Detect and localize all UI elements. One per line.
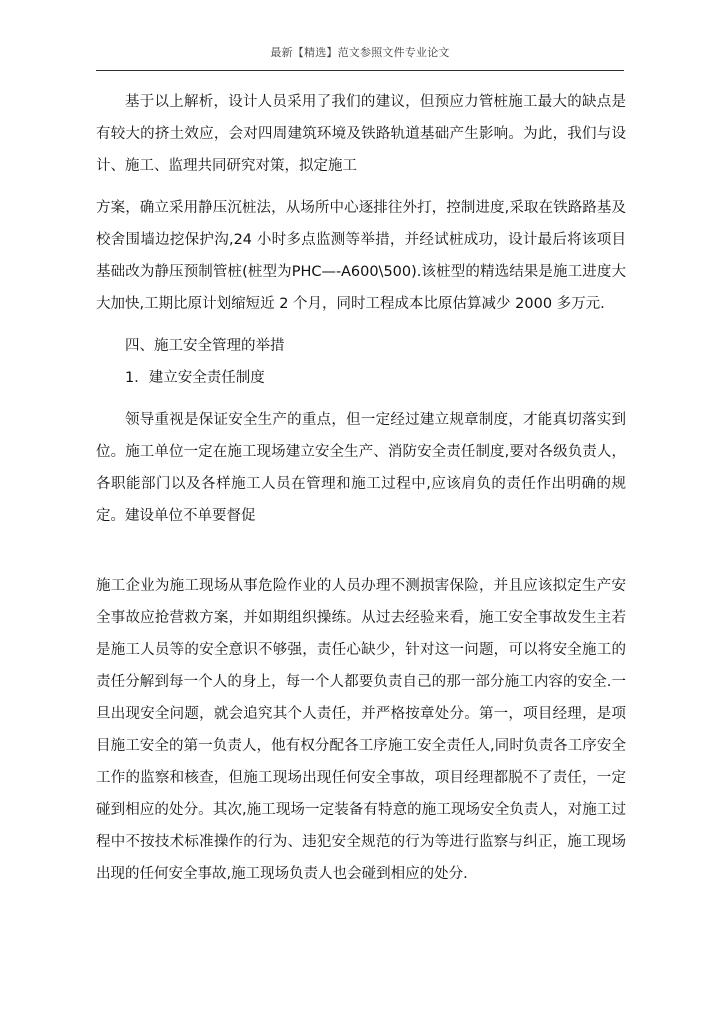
paragraph-spacer xyxy=(96,394,626,404)
document-body xyxy=(96,86,626,890)
section-heading-4: 四、施工安全管理的举措 xyxy=(125,338,285,354)
paragraph-spacer xyxy=(96,182,626,192)
paragraph-6: 施工企业为施工现场从事危险作业的人员办理不测损害保险，并且应该拟定生产安全事故应抢营救方案，并如期组织操练。从过去经验来看，施工安全事故发生主若是施工人员等的安全意识不够强，责任心缺少，针对这一问题，可以将安全施工的责任分解到每一个人的身上，每一个人都要负责自己的那一部分施工内容的安全.一旦出现安全问题，就会追究其个人责任，并严格按章处分。第一，项目经理，是项目施工安全的第一负责人，他有权分配各工序施工安全责任人,同时负责各工序安全工作的监察和核查，但施工现场出现任何安全事故，项目经理都脱不了责任，一定碰到相应的处分。其次,施工现场一定装备有特意的施工现场安全负责人，对施工过程中不按技术标准操作的行为、违犯安全规范的行为等进行监察与纠正，施工现场出现的任何安全事故,施工现场负责人也会碰到相应的处分. xyxy=(96,578,626,882)
header-divider xyxy=(96,70,624,71)
paragraph-spacer-large xyxy=(96,532,626,570)
paragraph-1: 基于以上解析，设计人员采用了我们的建议，但预应力管桩施工最大的缺点是有较大的挤土效应，会对四周建筑环境及铁路轨道基础产生影响。为此，我们与设计、施工、监理共同研究对策，拟定施工 xyxy=(96,94,626,174)
subsection-heading-1: 1．建立安全责任制度 xyxy=(125,370,265,386)
paragraph-spacer xyxy=(96,320,626,330)
paragraph-2: 方案，确立采用静压沉桩法，从场所中心逐排往外打，控制进度,采取在铁路路基及校舍围墙边挖保护沟,24 小时多点监测等举措，并经试桩成功，设计最后将该项目基础改为静压预制管桩(桩型为PHC—-A600\500).该桩型的精选结果是施工进度大大加快,工期比原计划缩短近 2 个月，同时工程成本比原估算减少 2000 多万元. xyxy=(96,200,626,312)
paragraph-5: 领导重视是保证安全生产的重点，但一定经过建立规章制度，才能真切落实到位。施工单位一定在施工现场建立安全生产、消防安全责任制度,要对各级负责人，各职能部门以及各样施工人员在管理和施工过程中,应该肩负的责任作出明确的规定。建设单位不单要督促 xyxy=(96,412,626,524)
page-header: 最新【精选】范文参照文件专业论文 xyxy=(270,46,450,59)
